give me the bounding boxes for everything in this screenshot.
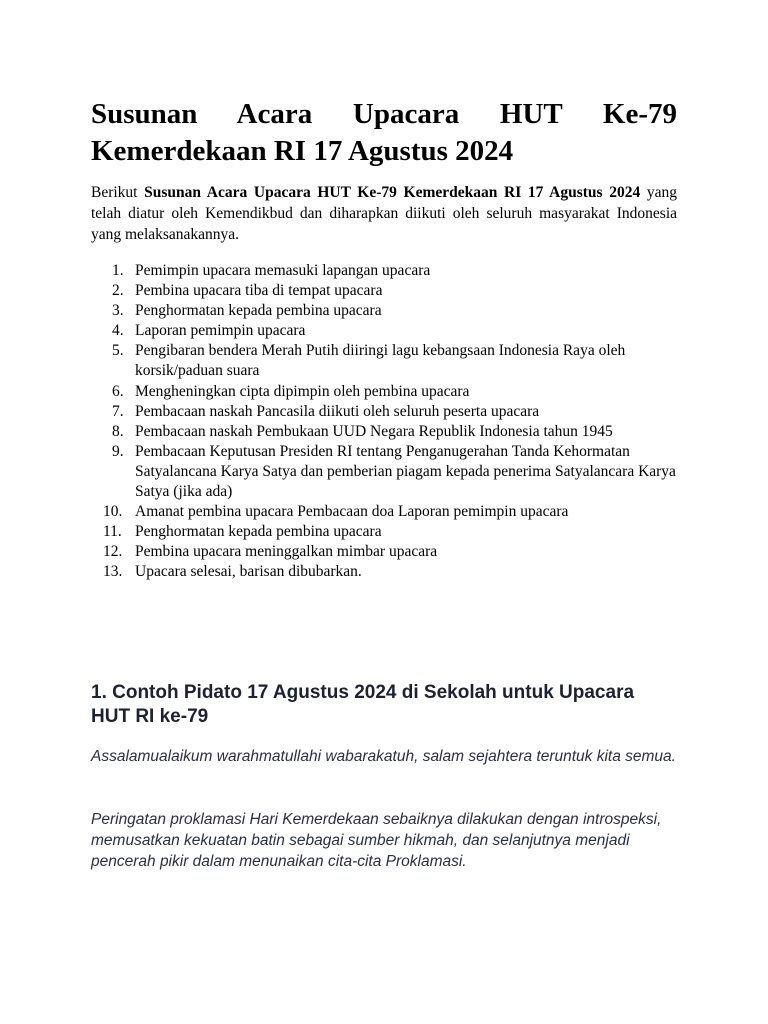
list-item-number: 1. xyxy=(112,262,124,279)
list-item-text: Pembina upacara meninggalkan mimbar upacara xyxy=(135,543,438,561)
list-item-number: 4. xyxy=(112,322,124,340)
speech-paragraph-1: Assalamualaikum warahmatullahi wabarakatuh, salam sejahtera teruntuk kita semua. xyxy=(91,748,676,765)
list-item-text: Penghormatan kepada pembina upacara xyxy=(135,302,382,320)
list-item xyxy=(91,301,677,321)
list-item-text: Pembacaan Keputusan Presiden RI tentang Penganugerahan Tanda Kehormatan Satyalancana Karya Satya dan pemberian piagam kepada penerima Satyalancara Karya Satya (jika ada) xyxy=(135,442,676,501)
list-item xyxy=(91,341,677,381)
list-item-number: 11. xyxy=(103,523,122,541)
list-item xyxy=(91,422,677,442)
list-item-text: Pembina upacara tiba di tempat upacara xyxy=(135,282,383,300)
list-item-number: 7. xyxy=(112,402,124,420)
list-item xyxy=(91,281,677,301)
intro-bold-text: Susunan Acara Upacara HUT Ke-79 Kemerdekaan RI 17 Agustus 2024 xyxy=(144,184,641,201)
list-item xyxy=(91,402,677,422)
list-item-text: Mengheningkan cipta dipimpin oleh pembina upacara xyxy=(135,382,470,400)
list-item xyxy=(91,442,677,502)
list-item xyxy=(91,321,677,341)
list-item-text: Pembacaan naskah Pancasila diikuti oleh seluruh peserta upacara xyxy=(135,402,540,420)
list-item xyxy=(91,562,677,582)
list-item-text: Pengibaran bendera Merah Putih diiringi lagu kebangsaan Indonesia Raya oleh korsik/paduan suara xyxy=(135,342,626,380)
intro-prefix: Berikut xyxy=(91,184,145,201)
title-line-1: Susunan Acara Upacara HUT Ke-79 xyxy=(91,98,677,130)
list-item xyxy=(91,502,677,522)
list-item-number: 2. xyxy=(112,282,124,300)
list-item-number: 13. xyxy=(103,563,123,581)
list-item-number: 6. xyxy=(112,382,124,400)
speech-paragraph-2: Peringatan proklamasi Hari Kemerdekaan sebaiknya dilakukan dengan introspeksi, memusatkan kekuatan batin sebagai sumber hikmah, dan selanjutnya menjadi pencerah pikir dalam menunaikan cita-cita Proklamasi. xyxy=(91,811,662,870)
list-item-number: 5. xyxy=(112,342,124,360)
title-line-2: Kemerdekaan RI 17 Agustus 2024 xyxy=(91,135,514,167)
section-heading: 1. Contoh Pidato 17 Agustus 2024 di Sekolah untuk Upacara HUT RI ke-79 xyxy=(91,682,635,727)
list-item-text: Pembacaan naskah Pembukaan UUD Negara Republik Indonesia tahun 1945 xyxy=(135,422,613,440)
list-item xyxy=(91,542,677,562)
list-item-text: Penghormatan kepada pembina upacara xyxy=(135,523,382,541)
list-item-number: 3. xyxy=(112,302,124,320)
intro-paragraph xyxy=(91,182,677,245)
list-item-text: Laporan pemimpin upacara xyxy=(135,322,306,340)
document-title xyxy=(91,96,677,170)
list-item xyxy=(91,382,677,402)
list-item-number: 8. xyxy=(112,422,124,440)
list-item-number: 12. xyxy=(103,543,123,561)
list-item-text: Pemimpin upacara memasuki lapangan upacara xyxy=(135,262,431,279)
ceremony-steps-list xyxy=(91,261,677,583)
list-item-number: 9. xyxy=(112,442,124,460)
list-item-text: Amanat pembina upacara Pembacaan doa Laporan pemimpin upacara xyxy=(135,503,569,521)
list-item-text: Upacara selesai, barisan dibubarkan. xyxy=(135,563,362,581)
list-item xyxy=(91,522,677,542)
intro-suffix: yang telah diatur oleh Kemendikbud dan diharapkan diikuti oleh seluruh masyarakat Indonesia yang melaksanakannya. xyxy=(91,184,678,243)
list-item-number: 10. xyxy=(103,503,123,521)
list-item xyxy=(91,261,677,281)
